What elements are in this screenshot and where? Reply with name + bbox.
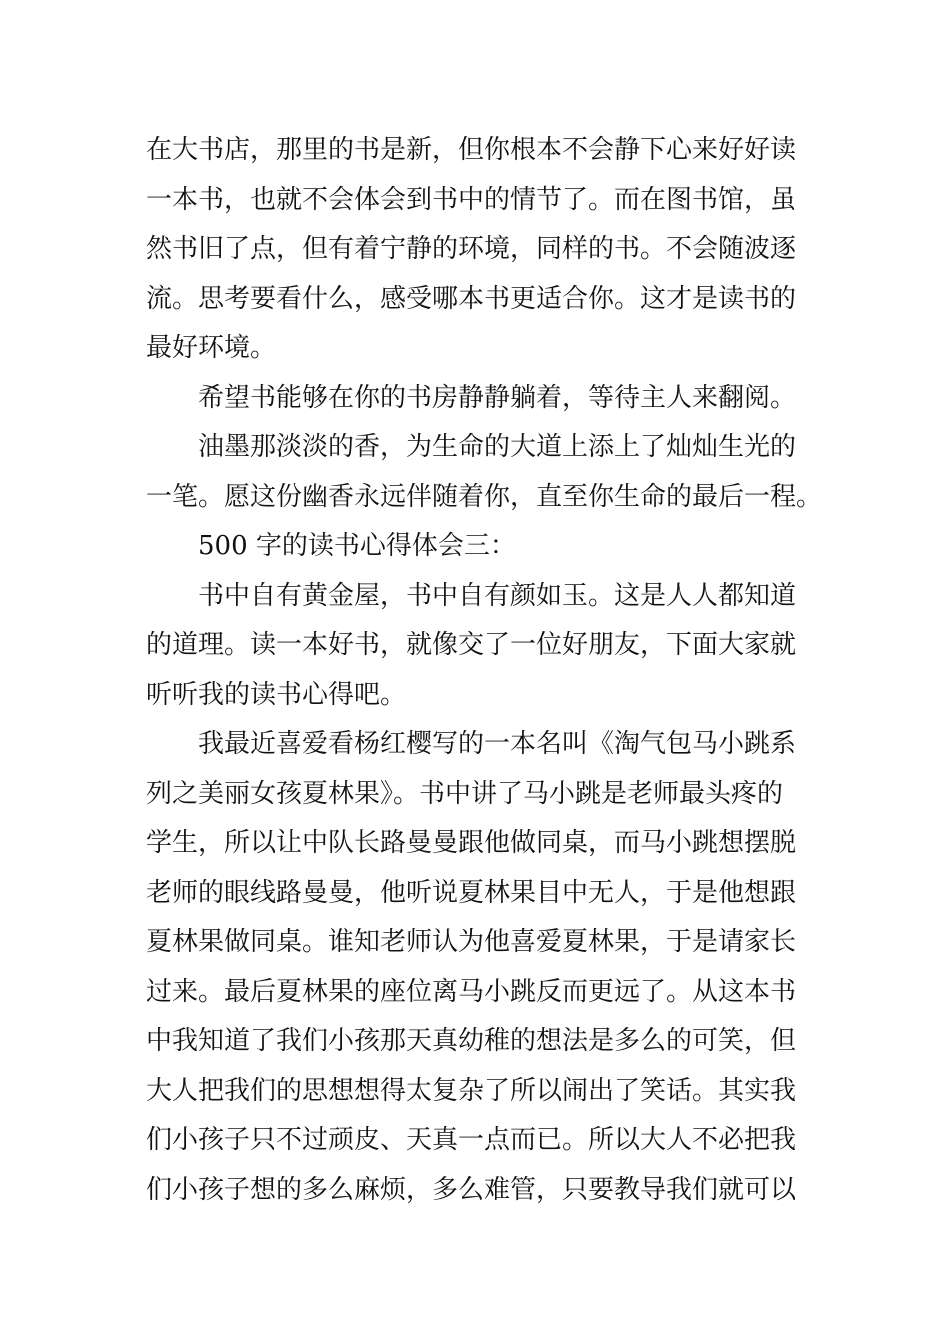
text-line: 学生，所以让中队长路曼曼跟他做同桌，而马小跳想摆脱 (146, 828, 797, 858)
text-line: 流。思考要看什么，感受哪本书更适合你。这才是读书的 (146, 283, 797, 314)
text-line: 一笔。愿这份幽香永远伴随着你，直至你生命的最后一程。 (146, 481, 823, 512)
text-line: 听听我的读书心得吧。 (146, 679, 407, 710)
text-line: 们小孩子想的多么麻烦，多么难管，只要教导我们就可以 (146, 1174, 797, 1205)
text-line: 油墨那淡淡的香，为生命的大道上添上了灿灿生光的 (198, 432, 797, 462)
text-line: 的道理。读一本好书，就像交了一位好朋友，下面大家就 (146, 630, 797, 660)
text-line: 过来。最后夏林果的座位离马小跳反而更远了。从这本书 (146, 976, 797, 1007)
text-line: 最好环境。 (146, 333, 277, 363)
text-line: 然书旧了点，但有着宁静的环境，同样的书。不会随波逐 (146, 234, 797, 264)
text-line: 夏林果做同桌。谁知老师认为他喜爱夏林果，于是请家长 (146, 927, 797, 957)
text-line: 列之美丽女孩夏林果》。书中讲了马小跳是老师最头疼的 (146, 778, 784, 809)
text-line: 大人把我们的思想想得太复杂了所以闹出了笑话。其实我 (146, 1075, 797, 1106)
text-line: 我最近喜爱看杨红樱写的一本名叫《淘气包马小跳系 (198, 729, 797, 759)
text-line: 老师的眼线路曼曼，他听说夏林果目中无人，于是他想跟 (146, 877, 797, 908)
document-body (146, 126, 823, 1215)
text-line: 中我知道了我们小孩那天真幼稚的想法是多么的可笑，但 (146, 1026, 797, 1056)
text-line: 书中自有黄金屋，书中自有颜如玉。这是人人都知道 (198, 580, 797, 611)
text-line: 一本书，也就不会体会到书中的情节了。而在图书馆，虽 (146, 184, 797, 215)
text-line: 希望书能够在你的书房静静躺着，等待主人来翻阅。 (198, 382, 797, 413)
text-line: 们小孩子只不过顽皮、天真一点而已。所以大人不必把我 (146, 1125, 797, 1155)
text-line: 500 字的读书心得体会三： (198, 531, 516, 561)
text-line: 在大书店，那里的书是新，但你根本不会静下心来好好读 (146, 135, 797, 165)
